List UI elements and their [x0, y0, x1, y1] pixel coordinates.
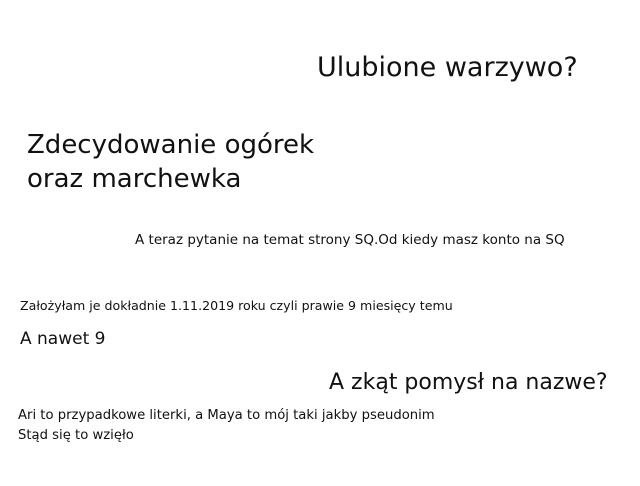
answer-name-origin-line-2: Stąd się to wzięło — [18, 428, 134, 443]
answer-name-origin-line-1: Ari to przypadkowe literki, a Maya to mój taki jakby pseudonim — [18, 408, 435, 423]
answer-account-age: Założyłam je dokładnie 1.11.2019 roku czyli prawie 9 miesięcy temu — [20, 298, 453, 313]
question-favorite-vegetable: Ulubione warzywo? — [317, 52, 578, 83]
question-account-age: A teraz pytanie na temat strony SQ.Od kiedy masz konto na SQ — [135, 232, 565, 248]
answer-favorite-vegetable-line-1: Zdecydowanie ogórek — [27, 130, 315, 160]
answer-favorite-vegetable-line-2: oraz marchewka — [27, 164, 242, 194]
question-name-origin: A zkąt pomysł na nazwe? — [329, 370, 608, 395]
answer-account-age-extra: A nawet 9 — [20, 329, 106, 349]
answer-favorite-vegetable — [27, 128, 314, 196]
answer-name-origin — [18, 406, 435, 446]
